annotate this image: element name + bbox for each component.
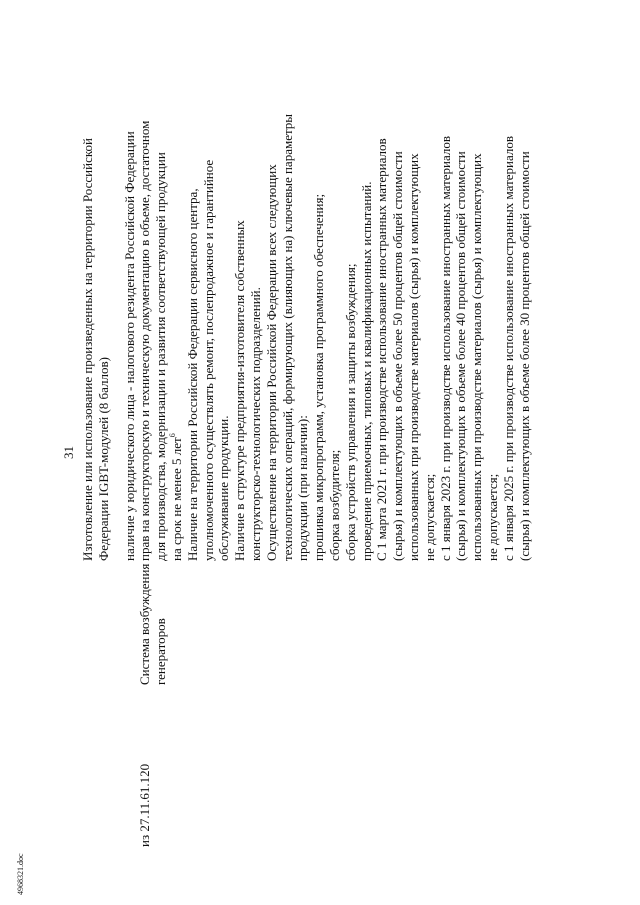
requirement-line: (сырья) и комплектующих в объеме более 50 процентов общей стоимости [390,151,406,561]
product-name-line: генераторов [153,618,168,685]
product-name-line: Система возбуждения [137,563,152,685]
requirement-line: С 1 марта 2021 г. при производстве использование иностранных материалов [374,138,390,561]
footnote-mark: 6 [167,433,177,438]
requirement-line: сборка устройств управления и защиты возбуждения; [342,263,358,561]
requirement-line: уполномоченного осуществлять ремонт, послепродажное и гарантийное [200,159,216,561]
requirements-title-line: Изготовление или использование произведенных на территории Российской [80,138,95,561]
requirement-line: прошивка микропрограмм, установка программного обеспечения; [311,193,327,561]
requirement-line: продукции (при наличии): [295,415,311,561]
requirement-line: с 1 января 2023 г. при производстве использование иностранных материалов [437,136,453,561]
requirements-title-line: Федерации IGBT-модулей (8 баллов) [95,357,111,561]
requirements-column [80,6,532,561]
spacer [112,6,122,561]
requirement-line: не допускается; [421,473,437,561]
requirement-line: для производства, модернизации и развития соответствующей продукции [153,152,169,561]
requirement-line: с 1 января 2025 г. при производстве использование иностранных материалов [500,136,516,561]
requirement-line: обслуживание продукции. [216,415,232,561]
requirement-line: сборка возбудителя; [326,449,342,561]
requirement-line: прав на конструкторскую и техническую документацию в объеме, достаточном [137,120,153,561]
requirement-line: Наличие на территории Российской Федерации сервисного центра, [184,188,200,561]
requirement-line: использованных при производстве материалов (сырья) и комплектующих [405,153,421,561]
requirement-text: на срок не менее 5 лет [168,437,184,561]
requirement-line: (сырья) и комплектующих в объеме более 40 процентов общей стоимости [453,151,469,561]
requirement-line: использованных при производстве материалов (сырья) и комплектующих [469,153,485,561]
requirement-line: конструкторско-технологических подразделений. [247,287,263,561]
requirement-line: Осуществление на территории Российской Федерации всех следующих [263,164,279,561]
requirement-line: (сырья) и комплектующих в объеме более 30 процентов общей стоимости [516,151,532,561]
requirement-line: не допускается; [484,473,500,561]
requirement-line: технологических операций, формирующих (влияющих на) ключевые параметры [279,113,295,561]
requirement-line: Наличие в структуре предприятия-изготовителя собственных [232,220,248,561]
requirement-line: проведение приемочных, типовых и квалификационных испытаний. [358,181,374,561]
page-number: 31 [61,446,76,459]
requirement-line-with-footnote [169,6,185,561]
product-code: из 27.11.61.120 [137,763,152,847]
document-filename: 4968321.doc [16,853,25,895]
requirement-line: наличие у юридического лица - налогового резидента Российской Федерации [121,131,137,561]
